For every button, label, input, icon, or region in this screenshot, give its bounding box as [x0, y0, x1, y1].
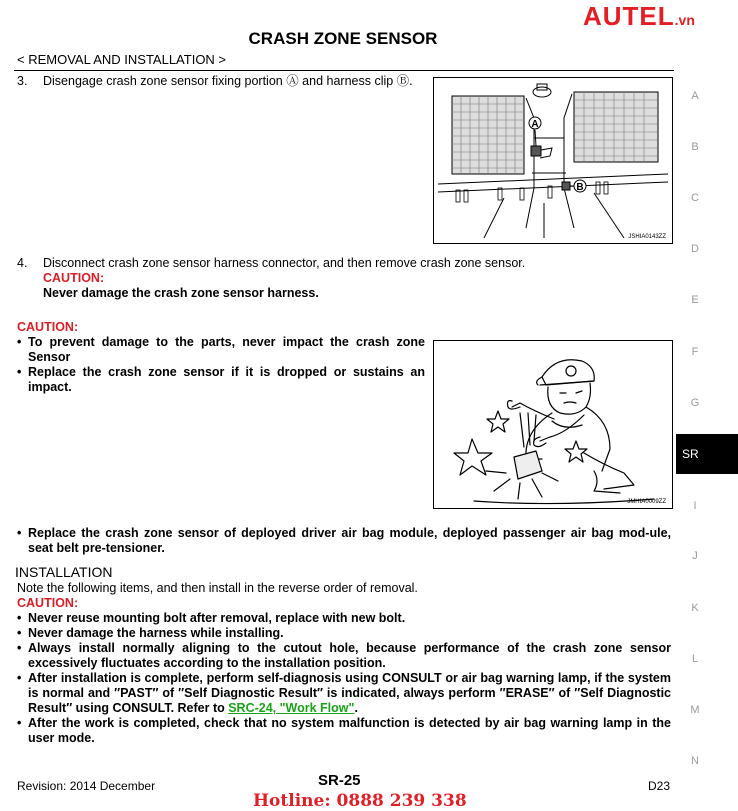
caution-text: Never damage the crash zone sensor harness.: [43, 286, 319, 300]
figure-label-a: A: [531, 119, 539, 130]
page-title: CRASH ZONE SENSOR: [248, 29, 438, 48]
footer-code: D23: [648, 779, 671, 793]
section-title: < REMOVAL AND INSTALLATION >: [17, 52, 227, 67]
sidebar-letter[interactable]: M: [690, 704, 700, 716]
sidebar-letter[interactable]: I: [693, 500, 697, 512]
caution-item: • To prevent damage to the parts, never impact the crash zone Sensor: [17, 335, 425, 365]
sidebar-letter[interactable]: L: [691, 653, 699, 665]
installation-item: • Always install normally aligning to the cutout hole, because performance of the crash zone sensor excessively fluctuates according to the installation position.: [17, 641, 671, 671]
installation-section: [17, 581, 671, 746]
sidebar-letter[interactable]: G: [690, 397, 700, 409]
step-3: [17, 74, 432, 89]
sidebar-letter[interactable]: E: [691, 294, 699, 306]
installation-heading: INSTALLATION: [15, 564, 113, 580]
sidebar-letter[interactable]: N: [691, 755, 699, 767]
sensor-location-figure: [433, 77, 673, 244]
footer-revision: Revision: 2014 December: [17, 779, 156, 793]
caution-block: [17, 320, 425, 395]
sidebar-letter[interactable]: B: [691, 141, 699, 153]
figure-code: JMHIA0009ZZ: [627, 499, 666, 505]
autel-logo: [583, 3, 695, 29]
logo-brand: AUTEL: [583, 1, 675, 31]
dropped-sensor-illustration: [434, 341, 672, 508]
sidebar-tab-sr[interactable]: [676, 434, 738, 474]
sidebar-letter[interactable]: K: [691, 602, 699, 614]
installation-item-diagnosis: [17, 671, 671, 716]
hotline-text: Hotline: 0888 239 338: [253, 791, 467, 811]
header-divider: [14, 70, 674, 71]
footer-page-number: SR-25: [318, 772, 361, 789]
caution-label: CAUTION:: [17, 320, 79, 334]
sidebar-letter[interactable]: J: [692, 550, 698, 562]
diagnosis-text: After installation is complete, perform self-diagnosis using CONSULT or air bag warning lamp, if the system is normal and ″PAST″ of ″Self Diagnostic Result″ is indicated, always perform ″ERASE″ of ″Self Diagnostic Result″ using CONSULT. Refer to: [28, 671, 671, 715]
figure-code: JSHIA0143ZZ: [628, 234, 666, 240]
caution-label: CAUTION:: [17, 596, 79, 610]
caution-item: • Replace the crash zone sensor of deployed driver air bag module, deployed passenger air bag mod-ule, seat belt pre-tensioner.: [17, 526, 671, 556]
step-number: 4.: [17, 256, 28, 270]
installation-intro: Note the following items, and then install in the reverse order of removal.: [17, 581, 418, 595]
step-number: 3.: [17, 74, 28, 88]
sensor-location-illustration: [434, 78, 672, 243]
installation-item: • Never damage the harness while installing.: [17, 626, 671, 641]
step-text: Disengage crash zone sensor fixing portion Ⓐ and harness clip Ⓑ.: [43, 74, 413, 88]
caution-block-continued: [17, 526, 671, 556]
sidebar-letter[interactable]: A: [691, 90, 699, 102]
work-flow-link[interactable]: SRC-24, "Work Flow": [228, 701, 355, 715]
logo-suffix: .vn: [674, 12, 695, 28]
sidebar-letter[interactable]: D: [691, 243, 699, 255]
step-text: Disconnect crash zone sensor harness connector, and then remove crash zone sensor.: [43, 256, 526, 270]
caution-label: CAUTION:: [43, 271, 105, 285]
sidebar-letter[interactable]: F: [691, 346, 699, 358]
sidebar-tab-label: SR: [682, 447, 699, 461]
installation-item: • After the work is completed, check that no system malfunction is detected by air bag warning lamp in the user mode.: [17, 716, 671, 746]
diagnosis-text-end: .: [354, 701, 358, 715]
sidebar-letter[interactable]: C: [691, 192, 699, 204]
caution-item: • Replace the crash zone sensor if it is dropped or sustains an impact.: [17, 365, 425, 395]
installation-item: • Never reuse mounting bolt after removal, replace with new bolt.: [17, 611, 671, 626]
step-4: [17, 256, 667, 301]
dropped-sensor-figure: [433, 340, 673, 509]
figure-label-b: B: [576, 182, 584, 193]
